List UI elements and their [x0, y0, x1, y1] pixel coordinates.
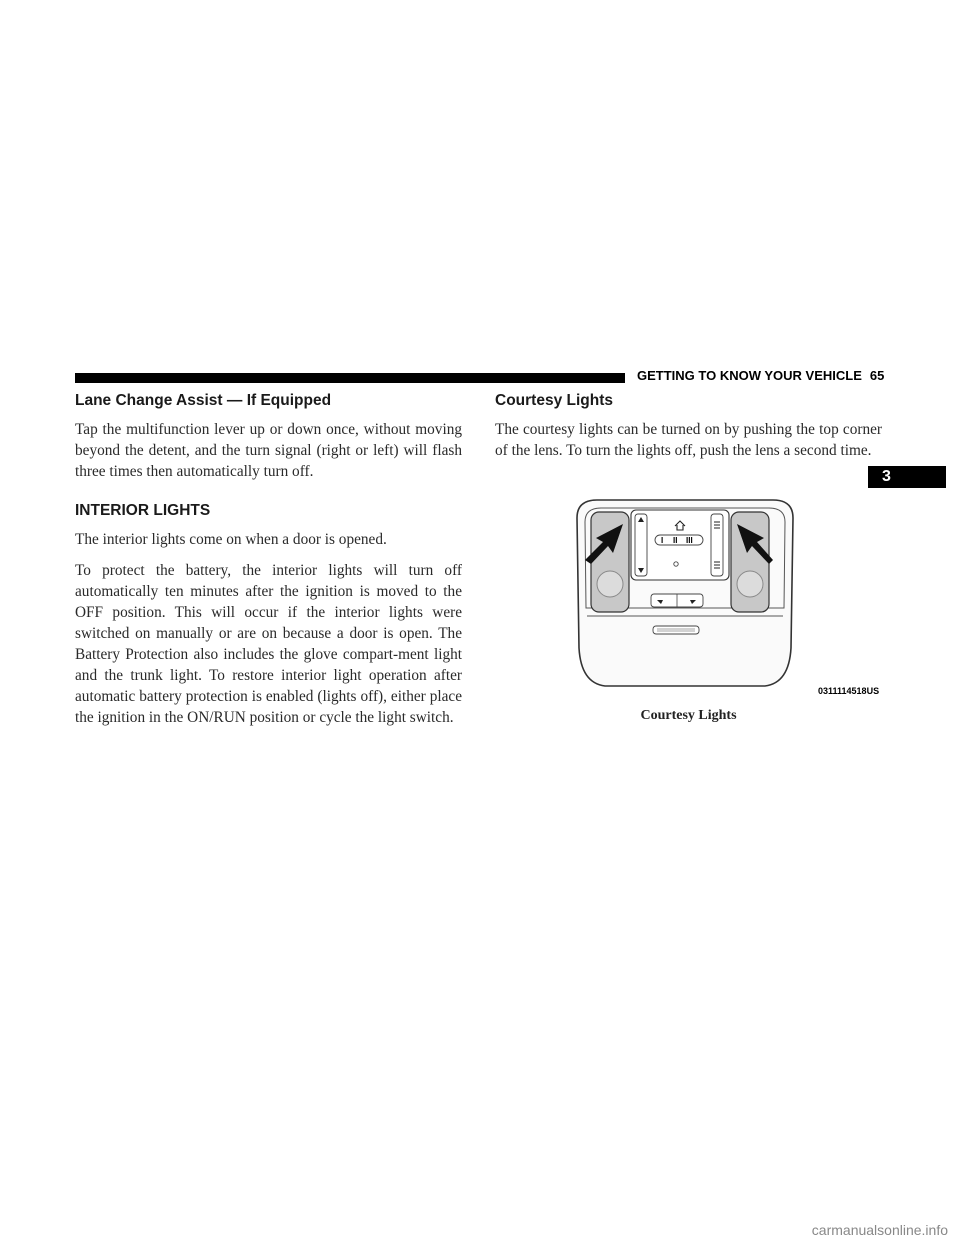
interior-lights-heading: INTERIOR LIGHTS — [75, 502, 211, 519]
sunroof-switch — [635, 514, 647, 576]
section-title: GETTING TO KNOW YOUR VEHICLE — [637, 368, 862, 383]
page-number: 65 — [869, 368, 885, 383]
watermark: carmanualsonline.info — [811, 1222, 948, 1238]
interior-lights-paragraph-1: The interior lights come on when a door is opened. — [75, 531, 387, 548]
lane-change-paragraph: Tap the multifunction lever up or down once, without moving beyond the detent, and the turn signal (right or left) will flash three times then automatically turn off. — [75, 421, 462, 480]
header-rule — [75, 373, 625, 383]
courtesy-lights-figure — [565, 498, 883, 698]
storage-latch — [653, 626, 699, 634]
chapter-tab: 3 — [868, 466, 946, 488]
lane-change-heading: Lane Change Assist — If Equipped — [75, 392, 332, 409]
left-column — [75, 392, 462, 738]
button-label-2: II — [673, 536, 678, 545]
button-label-1: I — [661, 536, 664, 545]
courtesy-lights-paragraph: The courtesy lights can be turned on by pushing the top corner of the lens. To turn the lights off, push the lens a second time. — [495, 421, 882, 459]
interior-lights-paragraph-2: To protect the battery, the interior lights will turn off automatically ten minutes after the ignition is moved to the OFF position. This will occur if the interior lights were switched on manually or are on because a door is open. The Battery Protection also includes the glove compart-ment light and the trunk light. To restore interior light operation after automatic battery protection is enabled (lights off), either place the ignition in the ON/RUN position or cycle the light switch. — [75, 562, 462, 726]
figure-caption: Courtesy Lights — [640, 708, 737, 723]
right-column — [495, 392, 882, 471]
figure-code: 0311114518US — [818, 686, 880, 696]
running-header — [637, 368, 884, 383]
overhead-console-illustration — [565, 498, 883, 698]
courtesy-lights-heading: Courtesy Lights — [495, 392, 613, 409]
shade-switch — [711, 514, 723, 576]
button-label-3: III — [686, 536, 693, 545]
